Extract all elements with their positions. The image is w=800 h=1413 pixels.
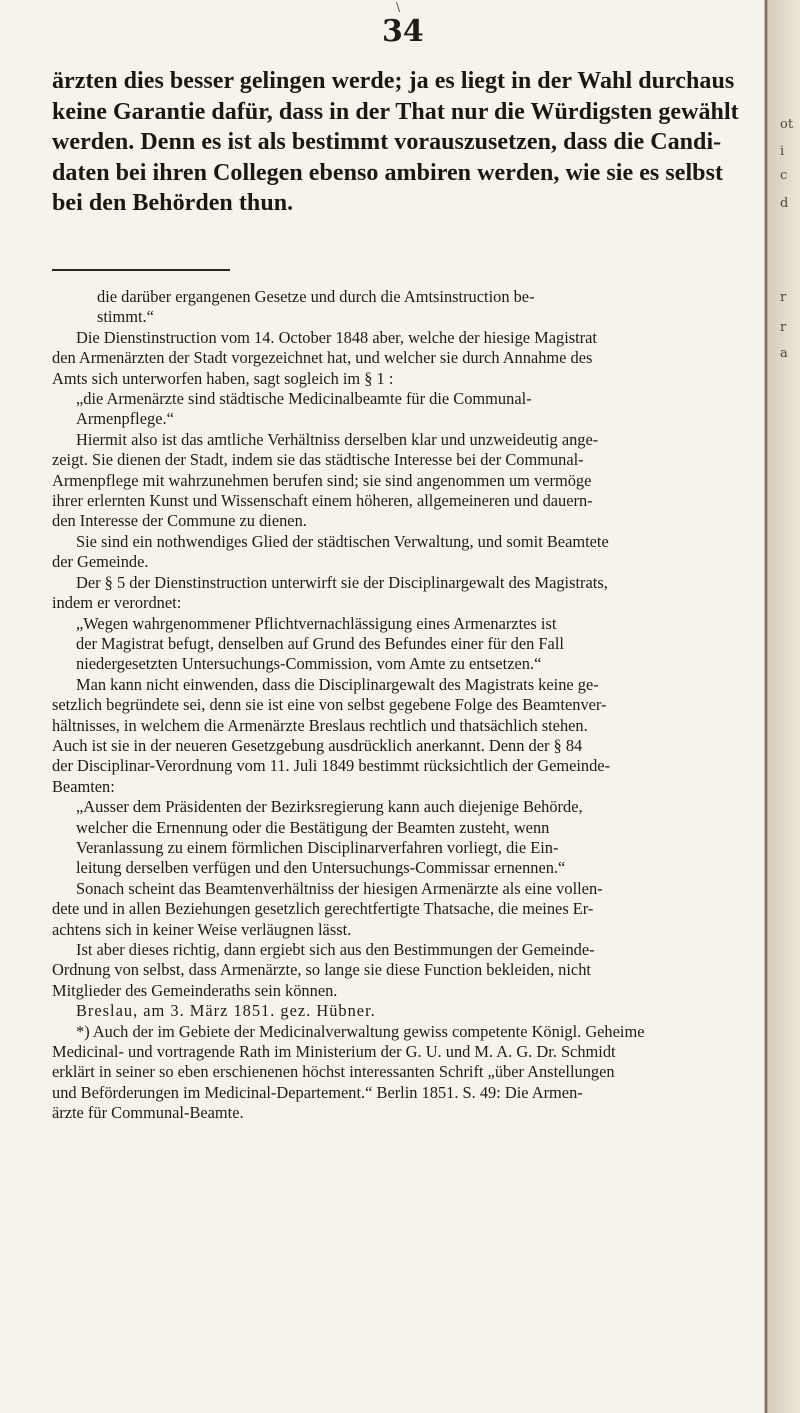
footnote-line: Hiermit also ist das amtliche Verhältniss derselben klar und unzweideutig ange- [76, 429, 599, 449]
adjacent-page-fragment: i [780, 144, 785, 159]
footnote-line: niedergesetzten Untersuchungs-Commission, vom Amte zu entsetzen.“ [76, 654, 542, 674]
footnote-line: ihrer erlernten Kunst und Wissenschaft einem höheren, allgemeineren und dauern- [52, 491, 593, 511]
footnote-line: Die Dienstinstruction vom 14. October 1848 aber, welche der hiesige Magistrat [76, 327, 597, 347]
footnote-line: welcher die Ernennung oder die Bestätigung der Beamten zusteht, wenn [76, 817, 550, 837]
footnote-line: Ist aber dieses richtig, dann ergiebt sich aus den Bestimmungen der Gemeinde- [76, 940, 595, 959]
footnote-line: dete und in allen Beziehungen gesetzlich gerechtfertigte Thatsache, die meines Er- [52, 899, 594, 919]
main-text-line: keine Garantie dafür, dass in der That nur die Würdigsten gewählt [52, 98, 739, 125]
main-text-line: werden. Denn es ist als bestimmt vorauszusetzen, dass die Candi- [52, 129, 722, 155]
footnote-line: Der § 5 der Dienstinstruction unterwirft sie der Disciplinargewalt des Magistrats, [76, 572, 608, 592]
adjacent-page-strip [768, 0, 800, 1413]
footnote-line: „die Armenärzte sind städtische Medicinalbeamte für die Communal- [76, 389, 532, 409]
footnote-line: Man kann nicht einwenden, dass die Disciplinargewalt des Magistrats keine ge- [76, 674, 599, 694]
footnote-line: stimmt.“ [97, 307, 154, 327]
footnote-line: setzlich begründete sei, denn sie ist eine von selbst gegebene Folge des Beamtenver- [52, 695, 607, 715]
adjacent-page-fragment: r [780, 290, 787, 305]
footnote-separator-rule [52, 269, 230, 271]
adjacent-page-fragment: d [780, 196, 789, 211]
footnote-line: Mitglieder des Gemeinderaths sein können. [52, 980, 338, 1000]
footnote-line: zeigt. Sie dienen der Stadt, indem sie das städtische Interesse bei der Communal- [52, 450, 584, 470]
footnote-line: hältnisses, in welchem die Armenärzte Breslaus rechtlich und thatsächlich stehen. [52, 715, 588, 735]
footnote-line: *) Auch der im Gebiete der Medicinalverwaltung gewiss competente Königl. Geheime [76, 1021, 645, 1041]
adjacent-page-fragment: a [780, 346, 788, 361]
footnote-line: der Gemeinde. [52, 552, 149, 572]
footnote-line: „Wegen wahrgenommener Pflichtvernachlässigung eines Armenarztes ist [76, 613, 557, 633]
main-text-line: bei den Behörden thun. [52, 190, 294, 216]
main-text-line: ärzten dies besser gelingen werde; ja es liegt in der Wahl durchaus [52, 68, 735, 94]
footnote-line: ärzte für Communal-Beamte. [52, 1103, 244, 1123]
main-text-line: daten bei ihren Collegen ebenso ambiren werden, wie sie es selbst [52, 159, 724, 186]
signature-line: Breslau, am 3. März 1851. gez. Hübner. [76, 1001, 376, 1021]
footnote-line: der Magistrat befugt, denselben auf Grund des Befundes einer für den Fall [76, 633, 564, 653]
footnote-line: Veranlassung zu einem förmlichen Disciplinarverfahren vorliegt, die Ein- [76, 837, 559, 857]
footnote-line: Armenpflege.“ [76, 409, 174, 429]
footnote-line: indem er verordnet: [52, 593, 182, 613]
footnote-line: den Interesse der Commune zu dienen. [52, 511, 307, 531]
footnote-line: Medicinal- und vortragende Rath im Ministerium der G. U. und M. A. G. Dr. Schmidt [52, 1042, 616, 1062]
footnote-line: den Armenärzten der Stadt vorgezeichnet hat, und welcher sie durch Annahme des [52, 348, 593, 368]
footnote-line: der Disciplinar-Verordnung vom 11. Juli 1849 bestimmt rücksichtlich der Gemeinde- [52, 756, 611, 776]
footnote-line: Auch ist sie in der neueren Gesetzgebung ausdrücklich anerkannt. Denn der § 84 [52, 735, 583, 755]
main-text-block [52, 66, 764, 219]
footnote-text-block [52, 287, 764, 1124]
footnote-line: Amts sich unterworfen haben, sagt sogleich im § 1 : [52, 368, 394, 388]
footnote-line: Armenpflege mit wahrzunehmen berufen sind; sie sind angenommen um vermöge [52, 470, 592, 490]
footnote-line: Sonach scheint das Beamtenverhältniss der hiesigen Armenärzte als eine vollen- [76, 878, 603, 898]
footnote-line: Ordnung von selbst, dass Armenärzte, so lange sie diese Function bekleiden, nicht [52, 960, 591, 980]
footnote-line: Beamten: [52, 776, 115, 796]
top-print-mark: \ [396, 0, 401, 14]
footnote-line: Sie sind ein nothwendiges Glied der städtischen Verwaltung, und somit Beamtete [76, 531, 609, 551]
footnote-line: leitung derselben verfügen und den Untersuchungs-Commissar ernennen.“ [76, 858, 566, 878]
page-number: 34 [382, 14, 424, 49]
adjacent-page-fragment: c [780, 168, 788, 183]
footnote-line: erklärt in seiner so eben erschienenen höchst interessanten Schrift „über Anstellungen [52, 1062, 615, 1082]
adjacent-page-fragment: ot [780, 117, 794, 132]
footnote-line: die darüber ergangenen Gesetze und durch die Amtsinstruction be- [97, 287, 535, 306]
adjacent-page-fragment: r [780, 320, 787, 335]
page-binding-edge [764, 0, 768, 1413]
footnote-line: und Beförderungen im Medicinal-Departement.“ Berlin 1851. S. 49: Die Armen- [52, 1082, 583, 1102]
footnote-line: achtens sich in keiner Weise verläugnen lässt. [52, 919, 352, 939]
footnote-line: „Ausser dem Präsidenten der Bezirksregierung kann auch diejenige Behörde, [76, 797, 583, 817]
